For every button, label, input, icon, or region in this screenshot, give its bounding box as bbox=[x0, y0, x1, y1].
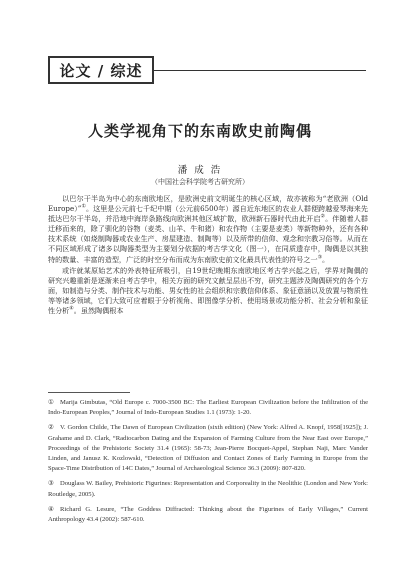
footnote-ref[interactable]: ③ bbox=[317, 254, 323, 261]
footnote-ref[interactable]: ② bbox=[320, 213, 326, 220]
section-rule bbox=[154, 70, 366, 71]
body-paragraph: 以巴尔干半岛为中心的东南欧地区，是欧洲史前文明诞生的核心区域，故亦被称为“老欧洲（Old Europe）”①。这里是公元前七千纪中期（公元前6500年）源自近东地区的农业人群便跨越爱琴海来先抵达巴尔干半岛，并沿地中海岸条路线向欧洲其他区域扩散，欧洲新石器时代由此开启②。伴随着人群迁移而来的，除了驯化的谷物（麦类、山羊、牛和猪）和农作物（主要是麦类）等新物种外，还有各种技术系统（如烧制陶器或农业生产、房屋建造、制陶等）以及所带的信仰、观念和宗教习俗等。从而在不同区域形成了诸多以陶器类型为主要划分依据的考古学文化（图一），在同质遗存中，陶偶是以其独特的数量、丰富的造型，广泛的时空分布而成为东南欧史前文化最具代表性的符号之一③。 bbox=[48, 194, 369, 264]
footnote-item: ① Marija Gimbutas, “Old Europe c. 7000-3500 BC: The Earliest European Civilization before the Infiltration of the Indo-European Peoples,” Journal of Indo-European Studies 1.1 (1973): 1-20. bbox=[48, 399, 368, 417]
footnote-ref[interactable]: ④ bbox=[69, 305, 74, 312]
article-title: 人类学视角下的东南欧史前陶偶 bbox=[87, 122, 312, 140]
footnote-item: ④ Richard G. Lesure, “The Goddess Diffracted: Thinking about the Figurines of Early Villages,” Current Anthropology 43.4 (2002): 587-610. bbox=[48, 505, 368, 524]
footnotes bbox=[48, 398, 368, 530]
footnote-divider bbox=[48, 392, 130, 393]
footnote-item: ③ Douglass W. Bailey, Prehistoric Figurines: Representation and Corporeality in the Neolithic (London and New York: Routledge, 2005). bbox=[48, 480, 368, 498]
author-affiliation: （中国社会科学院考古研究所） bbox=[151, 178, 249, 186]
section-label: 论文 / 综述 bbox=[48, 56, 154, 84]
footnote-ref[interactable]: ① bbox=[81, 203, 86, 210]
footnote-item: ② V. Gordon Childe, The Dawn of European Civilization (sixth edition) (New York: Alfred A. Knopf, 1958[1925]); J. Grahame and D. Clark, “Radiocarbon Dating and the Expansion of Farming Culture from the Near East over Europe,” Proceedings of the Prehistoric Society 31.4 (1965): 58-73; Jean-Pierre Bocquet-Appel, Stephan Naji, Marc Vander Linden, and Janusz K. Kozlowski, “Detection of Diffusion and Contact Zones of Early Farming in Europe from the Space-Time Distribution of 14C Dates,” Journal of Archaeological Science 36.3 (2009): 807-820. bbox=[48, 424, 368, 473]
body-paragraph: 或许就某原始艺术的外表特征所吸引，自19世纪晚期东南欧地区考古学兴起之后，学界对陶偶的研究兴趣重新是逐渐来自考古学中，相关方面的研究文献呈层出不穷，研究主题涉及陶偶研究的各个方面，如制造与分类、制作技术与功能、男女性的社会组织和宗教信仰体系、象征意涵以及放置与物质性等等诸多领域，它们大致可应着眼于分析视角、即图像学分析、使用场景或功能分析、社会分析和象征性分析④。虽然陶偶根本 bbox=[48, 265, 368, 316]
author-name: 潘 成 浩 bbox=[177, 165, 223, 176]
article-body bbox=[48, 194, 368, 317]
